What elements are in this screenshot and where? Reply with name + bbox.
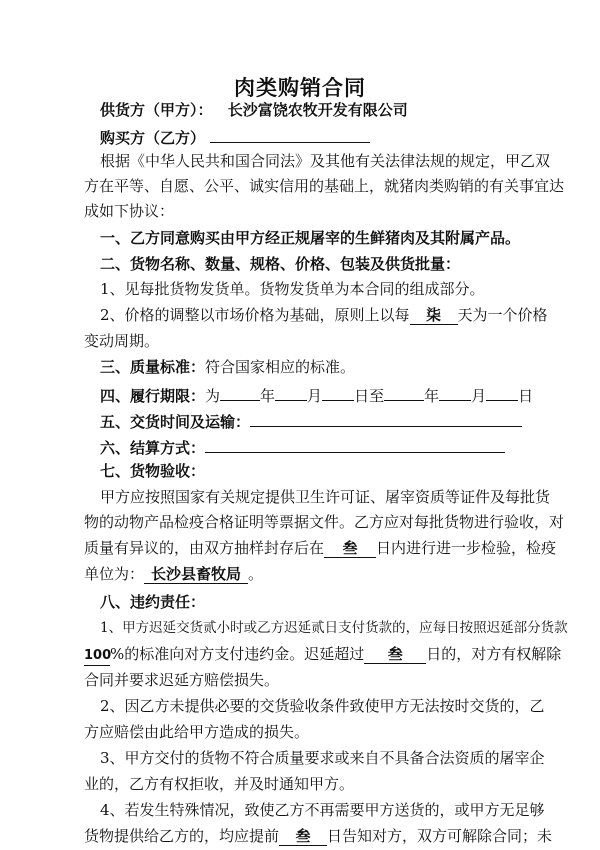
section-7-line-4 xyxy=(84,563,263,585)
s8-p3-line-1: 3、甲方交付的货物不符合质量要求或来自不具备合法资质的屠宰企 xyxy=(100,749,545,767)
item2-text-a: 2、价格的调整以市场价格为基础，原则上以每 xyxy=(100,306,410,324)
s8-p1-line2-b: 日的，对方有权解除 xyxy=(426,645,562,663)
s8-p4-line-2 xyxy=(84,825,552,847)
settlement-blank xyxy=(205,434,505,453)
s8-p4-line-1: 4、若发生特殊情况，致使乙方不再需要甲方送货的，或甲方无足够 xyxy=(100,801,545,819)
end-month-label: 月 xyxy=(471,387,487,405)
end-day-blank xyxy=(486,382,518,401)
s8-p1-line-2 xyxy=(84,643,561,665)
end-day-label: 日 xyxy=(518,387,534,405)
s8-p4-line2-b: 日告知对方，双方可解除合同；未 xyxy=(327,827,553,845)
supplier-name: 长沙富饶农牧开发有限公司 xyxy=(227,101,408,119)
section-2-item-2 xyxy=(100,304,548,326)
end-year-blank xyxy=(384,382,424,401)
start-month-blank xyxy=(275,382,307,401)
delivery-blank xyxy=(250,408,522,427)
intro-line-1: 根据《中华人民共和国合同法》及其他有关法律法规的规定，甲乙双 xyxy=(100,152,551,170)
section-6-label: 六、结算方式： xyxy=(100,439,206,457)
start-month-label: 月 xyxy=(307,387,323,405)
section-6 xyxy=(100,434,505,456)
s8-p2-line-1: 2、因乙方未提供必要的交货验收条件致使甲方无法按时交货的，乙 xyxy=(100,697,545,715)
intro-line-3: 成如下协议： xyxy=(84,202,175,220)
delay-days: 叁 xyxy=(364,645,426,664)
section-4-label: 四、履行期限： xyxy=(100,387,206,405)
s7-line3-b: 日内进行进一步检验，检疫 xyxy=(376,539,557,557)
term-prefix: 为 xyxy=(205,387,221,405)
end-month-blank xyxy=(439,382,471,401)
section-4 xyxy=(100,382,533,404)
s7-line4-a: 单位为： xyxy=(84,565,145,583)
s8-p3-line-2: 业的，乙方有权拒收，并及时通知甲方。 xyxy=(84,775,355,793)
section-3-text: 符合国家相应的标准。 xyxy=(205,358,356,376)
start-year-blank xyxy=(220,382,260,401)
section-5 xyxy=(100,408,522,430)
section-1: 一、乙方同意购买由甲方经正规屠宰的生鲜猪肉及其附属产品。 xyxy=(100,229,521,247)
s7-line4-b: 。 xyxy=(248,565,264,583)
section-7-heading: 七、货物验收： xyxy=(100,462,206,480)
end-year-label: 年 xyxy=(424,387,440,405)
inspection-unit: 长沙县畜牧局 xyxy=(144,565,248,584)
section-7-line-2: 物的动物产品检疫合格证明等票据文件。乙方应对每批货物进行验收，对 xyxy=(84,513,565,531)
page-title: 肉类购销合同 xyxy=(234,76,366,100)
buyer-label: 购买方（乙方） xyxy=(100,129,206,147)
s8-p1-line-1: 1、甲方迟延交货贰小时或乙方迟延贰日支付货款的，应每日按照迟延部分货款 xyxy=(100,620,568,636)
section-5-label: 五、交货时间及运输： xyxy=(100,413,251,431)
price-cycle-days: 柒 xyxy=(410,306,458,325)
intro-line-2: 方在平等、自愿、公平、诚实信用的基础上，就猪肉类购销的有关事宜达 xyxy=(84,177,565,195)
section-2-heading: 二、货物名称、数量、规格、价格、包装及供货批量： xyxy=(100,255,461,273)
notice-days: 叁 xyxy=(279,827,327,846)
s8-p2-line-2: 方应赔偿由此给甲方造成的损失。 xyxy=(84,723,310,741)
buyer-line xyxy=(100,124,370,146)
section-2-item-1: 1、见每批货物发货单。货物发货单为本合同的组成部分。 xyxy=(100,280,485,298)
section-3 xyxy=(100,356,355,378)
item2-text-b: 天为一个价格 xyxy=(457,306,548,324)
s8-p1-line-3: 合同并要求迟延方赔偿损失。 xyxy=(84,671,280,689)
inspection-days: 叁 xyxy=(324,539,376,558)
section-2-item-2-cont: 变动周期。 xyxy=(84,332,160,350)
s7-line3-a: 质量有异议的，由双方抽样封存后在 xyxy=(84,539,325,557)
s8-p4-line2-a: 货物提供给乙方的，均应提前 xyxy=(84,827,280,845)
section-7-line-1: 甲方应按照国家有关规定提供卫生许可证、屠宰资质等证件及每批货 xyxy=(100,488,551,506)
supplier-label: 供货方（甲方）： xyxy=(100,101,213,119)
start-year-label: 年 xyxy=(260,387,276,405)
supplier-line xyxy=(100,99,408,121)
section-3-label: 三、质量标准： xyxy=(100,358,206,376)
buyer-name-blank xyxy=(210,124,370,143)
section-8-heading: 八、违约责任： xyxy=(100,593,206,611)
penalty-percent: 100 xyxy=(84,647,110,666)
start-day-label: 日至 xyxy=(354,387,385,405)
start-day-blank xyxy=(322,382,354,401)
s8-p1-line2-a: %的标准向对方支付违约金。迟延超过 xyxy=(110,645,365,663)
section-7-line-3 xyxy=(84,537,556,559)
